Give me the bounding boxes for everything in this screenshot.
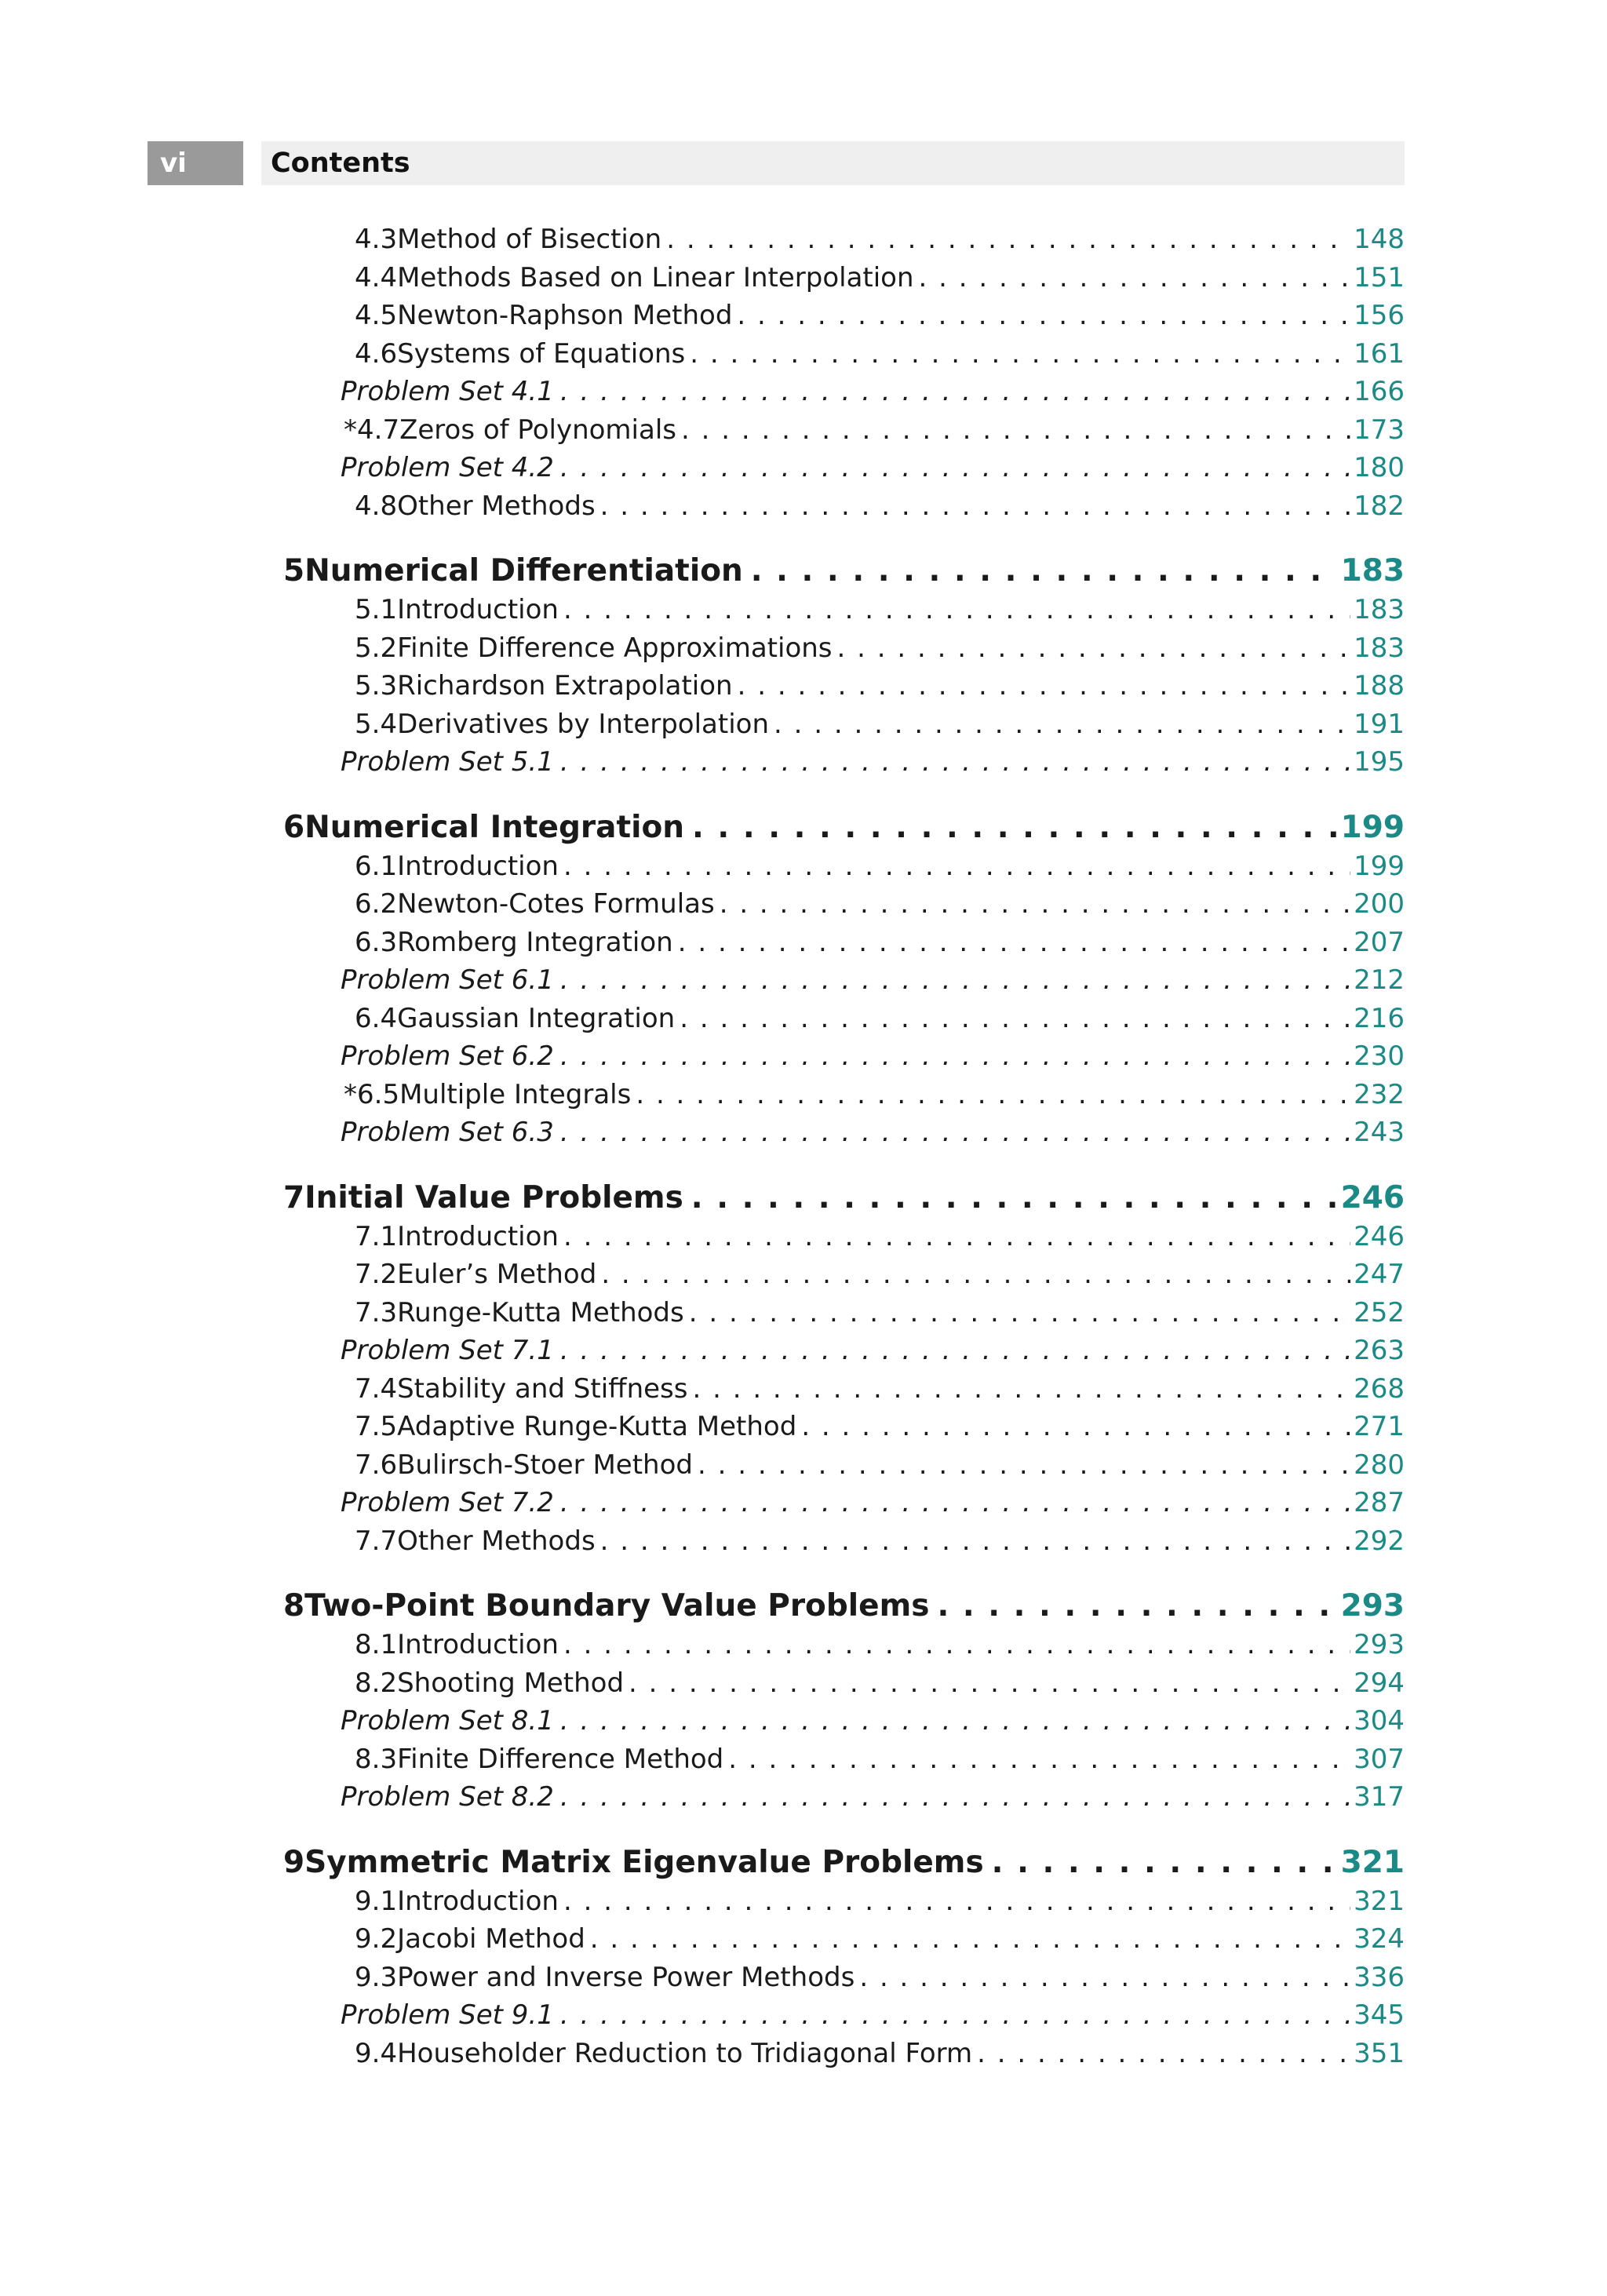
toc-problem-set-row [341, 1705, 1405, 1743]
running-head-title: Contents [271, 148, 410, 179]
toc-section-row [355, 1525, 1405, 1563]
toc-entry-title: Shooting Method [397, 1667, 625, 1699]
toc-page-number: 183 [1354, 632, 1405, 664]
toc-page-number: 304 [1354, 1705, 1405, 1737]
toc-entry-title: Multiple Integrals [399, 1079, 632, 1110]
toc-dot-leader [666, 224, 1350, 255]
toc-section-row [355, 632, 1405, 670]
toc-page-number: 321 [1354, 1886, 1405, 1917]
toc-entry-title: Problem Set 6.2 [341, 1040, 554, 1072]
toc-dot-leader [977, 2038, 1350, 2069]
toc-section-row [344, 1079, 1405, 1117]
toc-entry-title: Derivatives by Interpolation [397, 709, 770, 740]
toc-dot-leader [692, 810, 1338, 845]
toc-chapter-row [283, 810, 1405, 852]
toc-problem-set-row [341, 376, 1405, 414]
toc-dot-leader [560, 1487, 1350, 1518]
toc-entry-title: Problem Set 4.1 [341, 376, 554, 407]
toc-entry-title: Problem Set 8.2 [341, 1781, 554, 1813]
toc-section-row [355, 338, 1405, 376]
toc-entry-title: Problem Set 8.1 [341, 1705, 554, 1737]
toc-dot-leader [560, 1705, 1350, 1737]
toc-section-row [355, 1259, 1405, 1296]
toc-entry-title: Householder Reduction to Tridiagonal Form [397, 2038, 973, 2069]
toc-page-number: 280 [1354, 1449, 1405, 1481]
toc-dot-leader [600, 490, 1350, 522]
toc-page-number: 247 [1354, 1259, 1405, 1290]
toc-entry-title: Richardson Extrapolation [397, 670, 733, 702]
toc-entry-title: Problem Set 5.1 [341, 746, 554, 778]
toc-dot-leader [563, 1629, 1350, 1660]
toc-page-number: 351 [1354, 2038, 1405, 2069]
toc-entry-title: Adaptive Runge-Kutta Method [397, 1411, 797, 1442]
toc-page-number: 151 [1354, 262, 1405, 293]
toc-page-number: 246 [1354, 1221, 1405, 1252]
toc-page-number: 336 [1354, 1962, 1405, 1993]
toc-section-row [355, 1003, 1405, 1040]
toc-dot-leader [774, 709, 1350, 740]
toc-section-row [355, 1297, 1405, 1335]
header-band [261, 141, 1405, 185]
toc-entry-number: 7.4 [355, 1373, 398, 1405]
toc-entry-title: Method of Bisection [397, 224, 662, 255]
toc-dot-leader [689, 1297, 1350, 1328]
toc-entry-number: 8 [283, 1588, 305, 1624]
toc-entry-title: Power and Inverse Power Methods [397, 1962, 855, 1993]
toc-dot-leader [560, 452, 1350, 483]
toc-section-row [355, 1629, 1405, 1667]
toc-entry-number: 7.5 [355, 1411, 398, 1442]
toc-chapter-row [283, 553, 1405, 596]
toc-page-number: 199 [1340, 810, 1405, 845]
toc-entry-title: Romberg Integration [397, 927, 673, 958]
toc-page-number: 188 [1354, 670, 1405, 702]
toc-entry-title: Problem Set 6.3 [341, 1117, 554, 1148]
toc-dot-leader [629, 1667, 1350, 1699]
toc-entry-title: Symmetric Matrix Eigenvalue Problems [304, 1845, 984, 1880]
toc-dot-leader [681, 414, 1350, 446]
toc-entry-title: Systems of Equations [397, 338, 686, 370]
toc-page-number: 293 [1340, 1588, 1405, 1624]
toc-entry-number: 6.3 [355, 927, 398, 958]
toc-dot-leader [560, 746, 1350, 778]
toc-dot-leader [937, 1588, 1337, 1624]
toc-dot-leader [992, 1845, 1338, 1880]
toc-page-number: 199 [1354, 851, 1405, 882]
toc-page-number: 263 [1354, 1335, 1405, 1366]
toc-dot-leader [738, 670, 1350, 702]
toc-dot-leader [636, 1079, 1350, 1110]
toc-dot-leader [751, 553, 1338, 589]
toc-section-row [355, 1373, 1405, 1411]
toc-section-row [355, 1449, 1405, 1487]
toc-section-row [355, 490, 1405, 528]
toc-page-number: 324 [1354, 1923, 1405, 1955]
toc-entry-number: 6 [283, 810, 305, 845]
toc-section-row [355, 2038, 1405, 2076]
page-number: vi [148, 141, 243, 185]
toc-entry-title: Stability and Stiffness [397, 1373, 688, 1405]
toc-dot-leader [560, 1999, 1350, 2031]
toc-dot-leader [560, 1335, 1350, 1366]
toc-problem-set-row [341, 1335, 1405, 1372]
toc-entry-number: 9.4 [355, 2038, 398, 2069]
toc-section-row [355, 888, 1405, 926]
toc-chapter-row [283, 1588, 1405, 1631]
toc-entry-title: Numerical Differentiation [304, 553, 743, 589]
toc-entry-number: 5.4 [355, 709, 398, 740]
toc-page-number: 166 [1354, 376, 1405, 407]
toc-entry-title: Problem Set 6.1 [341, 964, 554, 996]
toc-section-row [355, 1962, 1405, 1999]
toc-entry-title: Introduction [397, 1221, 559, 1252]
toc-entry-title: Newton-Cotes Formulas [397, 888, 715, 920]
toc-page-number: 212 [1354, 964, 1405, 996]
toc-page-number: 161 [1354, 338, 1405, 370]
toc-section-row [355, 1744, 1405, 1781]
toc-entry-title: Other Methods [397, 1525, 596, 1557]
toc-page-number: 230 [1354, 1040, 1405, 1072]
toc-dot-leader [560, 1040, 1350, 1072]
toc-entry-title: Other Methods [397, 490, 596, 522]
toc-entry-title: Finite Difference Method [397, 1744, 724, 1775]
toc-problem-set-row [341, 964, 1405, 1002]
toc-dot-leader [680, 1003, 1350, 1034]
toc-chapter-row [283, 1845, 1405, 1887]
toc-dot-leader [801, 1411, 1350, 1442]
toc-section-row [355, 1923, 1405, 1961]
toc-entry-number: 7 [283, 1180, 305, 1215]
toc-entry-title: Methods Based on Linear Interpolation [397, 262, 914, 293]
toc-dot-leader [737, 300, 1350, 331]
toc-dot-leader [698, 1449, 1350, 1481]
toc-dot-leader [728, 1744, 1350, 1775]
toc-page-number: 200 [1354, 888, 1405, 920]
toc-entry-number: 4.4 [355, 262, 398, 293]
toc-page-number: 307 [1354, 1744, 1405, 1775]
toc-dot-leader [919, 262, 1351, 293]
toc-dot-leader [691, 1180, 1338, 1215]
toc-entry-number: 5.1 [355, 594, 398, 625]
toc-entry-number: 7.1 [355, 1221, 398, 1252]
toc-page-number: 321 [1340, 1845, 1405, 1880]
toc-page-number: 182 [1354, 490, 1405, 522]
toc-page-number: 191 [1354, 709, 1405, 740]
toc-entry-title: Problem Set 9.1 [341, 1999, 554, 2031]
toc-entry-title: Numerical Integration [304, 810, 685, 845]
toc-dot-leader [837, 632, 1351, 664]
toc-dot-leader [560, 1117, 1350, 1148]
toc-page-number: 243 [1354, 1117, 1405, 1148]
toc-section-row [355, 1667, 1405, 1705]
toc-entry-number: 4.5 [355, 300, 398, 331]
toc-dot-leader [563, 851, 1350, 882]
toc-entry-title: Problem Set 4.2 [341, 452, 554, 483]
toc-page-number: 148 [1354, 224, 1405, 255]
toc-dot-leader [720, 888, 1350, 920]
toc-entry-number: 5 [283, 553, 305, 589]
toc-page-number: 294 [1354, 1667, 1405, 1699]
toc-dot-leader [859, 1962, 1350, 1993]
toc-section-row [355, 262, 1405, 300]
toc-dot-leader [560, 1781, 1350, 1813]
toc-page-number: 232 [1354, 1079, 1405, 1110]
toc-page-number: 252 [1354, 1297, 1405, 1328]
toc-section-row [355, 709, 1405, 746]
toc-entry-number: 5.3 [355, 670, 398, 702]
toc-entry-number: 8.3 [355, 1744, 398, 1775]
toc-page-number: 216 [1354, 1003, 1405, 1034]
toc-entry-number: 4.8 [355, 490, 398, 522]
toc-entry-number: *6.5 [344, 1079, 400, 1110]
toc-page-number: 207 [1354, 927, 1405, 958]
toc-section-row [355, 224, 1405, 261]
toc-section-row [344, 414, 1405, 452]
toc-entry-number: 4.3 [355, 224, 398, 255]
toc-page-number: 287 [1354, 1487, 1405, 1518]
toc-dot-leader [690, 338, 1350, 370]
toc-section-row [355, 670, 1405, 708]
toc-entry-number: 7.3 [355, 1297, 398, 1328]
toc-page-number: 183 [1340, 553, 1405, 589]
toc-problem-set-row [341, 1117, 1405, 1154]
toc-section-row [355, 851, 1405, 888]
toc-page-number: 292 [1354, 1525, 1405, 1557]
toc-page-number: 293 [1354, 1629, 1405, 1660]
toc-entry-title: Problem Set 7.2 [341, 1487, 554, 1518]
toc-entry-number: 7.6 [355, 1449, 398, 1481]
toc-entry-title: Problem Set 7.1 [341, 1335, 554, 1366]
toc-dot-leader [560, 376, 1350, 407]
toc-entry-number: 6.2 [355, 888, 398, 920]
toc-entry-number: 9 [283, 1845, 305, 1880]
toc-dot-leader [692, 1373, 1350, 1405]
toc-entry-number: 6.1 [355, 851, 398, 882]
toc-entry-number: 7.7 [355, 1525, 398, 1557]
toc-entry-title: Initial Value Problems [304, 1180, 683, 1215]
toc-entry-title: Gaussian Integration [397, 1003, 676, 1034]
toc-dot-leader [563, 1886, 1350, 1917]
toc-section-row [355, 1221, 1405, 1259]
toc-section-row [355, 300, 1405, 337]
toc-problem-set-row [341, 746, 1405, 784]
toc-dot-leader [560, 964, 1350, 996]
toc-dot-leader [678, 927, 1350, 958]
toc-entry-title: Two-Point Boundary Value Problems [304, 1588, 930, 1624]
toc-entry-number: 9.1 [355, 1886, 398, 1917]
toc-entry-number: 9.2 [355, 1923, 398, 1955]
toc-page-number: 268 [1354, 1373, 1405, 1405]
toc-page-number: 195 [1354, 746, 1405, 778]
toc-problem-set-row [341, 452, 1405, 490]
toc-problem-set-row [341, 1999, 1405, 2037]
toc-dot-leader [563, 594, 1350, 625]
toc-dot-leader [590, 1923, 1350, 1955]
toc-page-number: 156 [1354, 300, 1405, 331]
toc-entry-title: Zeros of Polynomials [399, 414, 676, 446]
toc-entry-title: Runge-Kutta Methods [397, 1297, 684, 1328]
toc-entry-title: Finite Difference Approximations [397, 632, 833, 664]
toc-page-number: 180 [1354, 452, 1405, 483]
toc-entry-title: Introduction [397, 851, 559, 882]
toc-section-row [355, 1411, 1405, 1449]
toc-entry-number: 8.1 [355, 1629, 398, 1660]
toc-section-row [355, 1886, 1405, 1923]
toc-entry-number: 6.4 [355, 1003, 398, 1034]
toc-section-row [355, 594, 1405, 632]
toc-chapter-row [283, 1180, 1405, 1223]
toc-page-number: 345 [1354, 1999, 1405, 2031]
toc-page-number: 317 [1354, 1781, 1405, 1813]
toc-entry-title: Euler’s Method [397, 1259, 597, 1290]
toc-section-row [355, 927, 1405, 964]
toc-dot-leader [600, 1525, 1350, 1557]
toc-entry-title: Introduction [397, 1629, 559, 1660]
toc-entry-number: 5.2 [355, 632, 398, 664]
toc-entry-title: Introduction [397, 594, 559, 625]
toc-entry-title: Newton-Raphson Method [397, 300, 733, 331]
toc-problem-set-row [341, 1040, 1405, 1078]
toc-entry-number: 8.2 [355, 1667, 398, 1699]
toc-entry-number: 9.3 [355, 1962, 398, 1993]
toc-entry-title: Introduction [397, 1886, 559, 1917]
toc-page-number: 173 [1354, 414, 1405, 446]
toc-entry-number: 7.2 [355, 1259, 398, 1290]
toc-problem-set-row [341, 1487, 1405, 1525]
toc-dot-leader [601, 1259, 1350, 1290]
toc-entry-number: *4.7 [344, 414, 400, 446]
toc-page-number: 271 [1354, 1411, 1405, 1442]
toc-entry-number: 4.6 [355, 338, 398, 370]
toc-page-number: 183 [1354, 594, 1405, 625]
toc-problem-set-row [341, 1781, 1405, 1819]
toc-entry-title: Jacobi Method [397, 1923, 585, 1955]
toc-entry-title: Bulirsch-Stoer Method [397, 1449, 693, 1481]
toc-page-number: 246 [1340, 1180, 1405, 1215]
toc-dot-leader [563, 1221, 1350, 1252]
